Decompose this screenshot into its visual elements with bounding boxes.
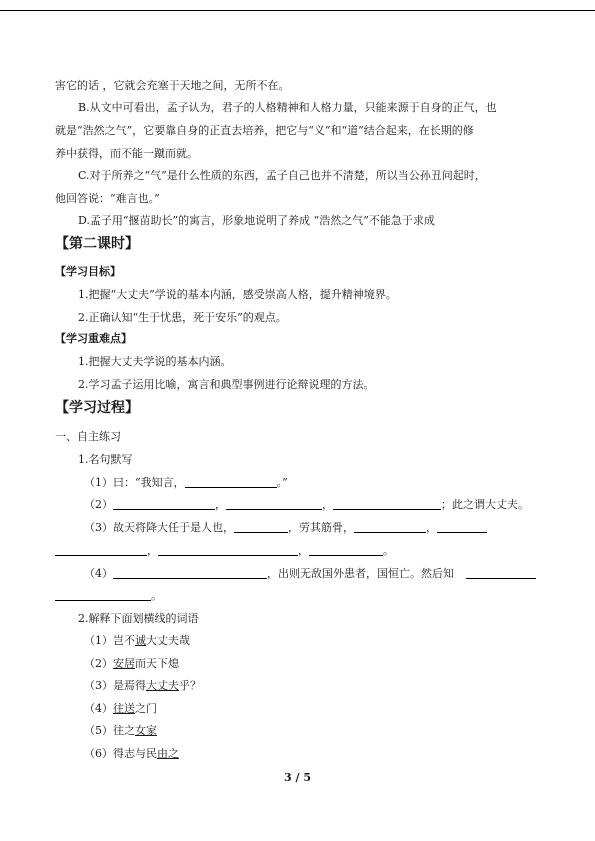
key-point-1: 1.把握大丈夫学说的基本内涵。: [78, 355, 232, 368]
fill-blank[interactable]: [437, 521, 487, 533]
q1-4-end: 。: [151, 589, 162, 602]
underlined-word: 大丈夫: [146, 679, 179, 692]
goals-heading: 【学习目标】: [55, 265, 121, 278]
q2-1-rest: 大丈夫哉: [146, 634, 190, 647]
q1-item-2: [84, 498, 529, 512]
q1-3-sep: ，: [147, 544, 158, 557]
q2-item-4: [84, 702, 157, 716]
q1-3-text2: ，劳其筋骨，: [288, 521, 354, 534]
fill-blank[interactable]: [354, 521, 426, 533]
fill-blank[interactable]: [309, 544, 383, 556]
q1-item-3-line1: [84, 521, 487, 535]
underlined-word: 由之: [157, 747, 179, 760]
q2-item-6: [84, 747, 179, 761]
option-d-line1: D.孟子用“揠苗助长”的寓言，形象地说明了养成 “浩然之气”不能急于求成: [78, 214, 435, 227]
fill-blank[interactable]: [185, 476, 277, 488]
fill-blank[interactable]: [158, 544, 298, 556]
q1-3-sep: ，: [298, 544, 309, 557]
key-point-2: 2.学习孟子运用比喻，寓言和典型事例进行论辩说理的方法。: [78, 378, 375, 391]
goal-2: 2.正确认知“生于忧患，死于安乐”的观点。: [78, 311, 287, 324]
page-number: 3 / 5: [284, 771, 311, 784]
goal-1: 1.把握“大丈夫”学说的基本内涵，感受崇高人格，提升精神境界。: [78, 288, 397, 301]
fill-blank[interactable]: [113, 567, 267, 579]
option-b-line1: B.从文中可看出，孟子认为，君子的人格精神和人格力量，只能来源于自身的正气，也: [78, 101, 497, 114]
q1-item-1: [84, 476, 288, 490]
underlined-word: 诚: [135, 634, 146, 647]
q1-3-text: （3）故天将降大任于是人也，: [84, 521, 234, 534]
fill-blank[interactable]: [234, 521, 288, 533]
underlined-word: 安居: [113, 657, 135, 670]
part1-title: 一、自主练习: [55, 430, 121, 443]
q1-2-end: ；此之谓大丈夫。: [441, 498, 529, 511]
q2-2-rest: 而天下熄: [135, 657, 179, 670]
q1-2-sep: ，: [215, 498, 226, 511]
q2-item-5: [84, 724, 157, 738]
q1-2-text: （2）: [84, 498, 113, 511]
q2-5-text: （5）往之: [84, 724, 135, 737]
q2-4-text: （4）: [84, 702, 113, 715]
q1-4-text2: ，出则无敌国外患者，国恒亡。然后知: [267, 567, 454, 580]
q2-item-2: [84, 657, 179, 671]
q1-1-text: （1）曰：“我知言，: [84, 476, 185, 489]
q1-4-text: （4）: [84, 567, 113, 580]
q2-3-rest: 乎？: [179, 679, 201, 692]
q1-3-sep: ，: [426, 521, 437, 534]
q1-3-end: 。: [383, 544, 394, 557]
q2-6-text: （6）得志与民: [84, 747, 157, 760]
fill-blank[interactable]: [55, 589, 151, 601]
option-b-line3: 养中获得，而不能一蹴而就。: [55, 147, 198, 160]
q1-item-3-line2: [55, 544, 394, 558]
lesson2-heading: 【第二课时】: [55, 236, 139, 252]
q2-4-rest: 之门: [135, 702, 157, 715]
q2-item-1: [84, 634, 190, 648]
q1-item-4-line1: [84, 567, 536, 581]
q1-title: 1.名句默写: [78, 453, 133, 466]
q2-item-3: [84, 679, 201, 693]
option-a-tail: 害它的话 ，它就会充塞于天地之间，无所不在。: [55, 79, 290, 92]
q2-3-text: （3）是焉得: [84, 679, 146, 692]
option-c-line2: 他回答说：“难言也。”: [55, 192, 160, 205]
q2-1-text: （1）岂不: [84, 634, 135, 647]
fill-blank[interactable]: [226, 498, 322, 510]
fill-blank[interactable]: [333, 498, 441, 510]
option-c-line1: C.对于所养之“气”是什么性质的东西，孟子自己也并不清楚，所以当公孙丑问起时，: [78, 169, 486, 182]
q1-2-sep: ，: [322, 498, 333, 511]
q1-1-end: 。”: [276, 476, 288, 489]
top-rule: [0, 10, 595, 11]
fill-blank[interactable]: [466, 567, 536, 579]
key-points-heading: 【学习重难点】: [55, 332, 132, 345]
q1-item-4-line2: [55, 589, 162, 603]
fill-blank[interactable]: [113, 498, 215, 510]
option-b-line2: 就是“浩然之气”，它要靠自身的正直去培养，把它与“义”和“道”结合起来，在长期的修: [55, 124, 474, 137]
fill-blank[interactable]: [55, 544, 147, 556]
underlined-word: 往送: [113, 702, 135, 715]
process-heading: 【学习过程】: [55, 400, 139, 416]
underlined-word: 女家: [135, 724, 157, 737]
q2-2-text: （2）: [84, 657, 113, 670]
q2-title: 2.解释下面划横线的词语: [78, 612, 199, 625]
